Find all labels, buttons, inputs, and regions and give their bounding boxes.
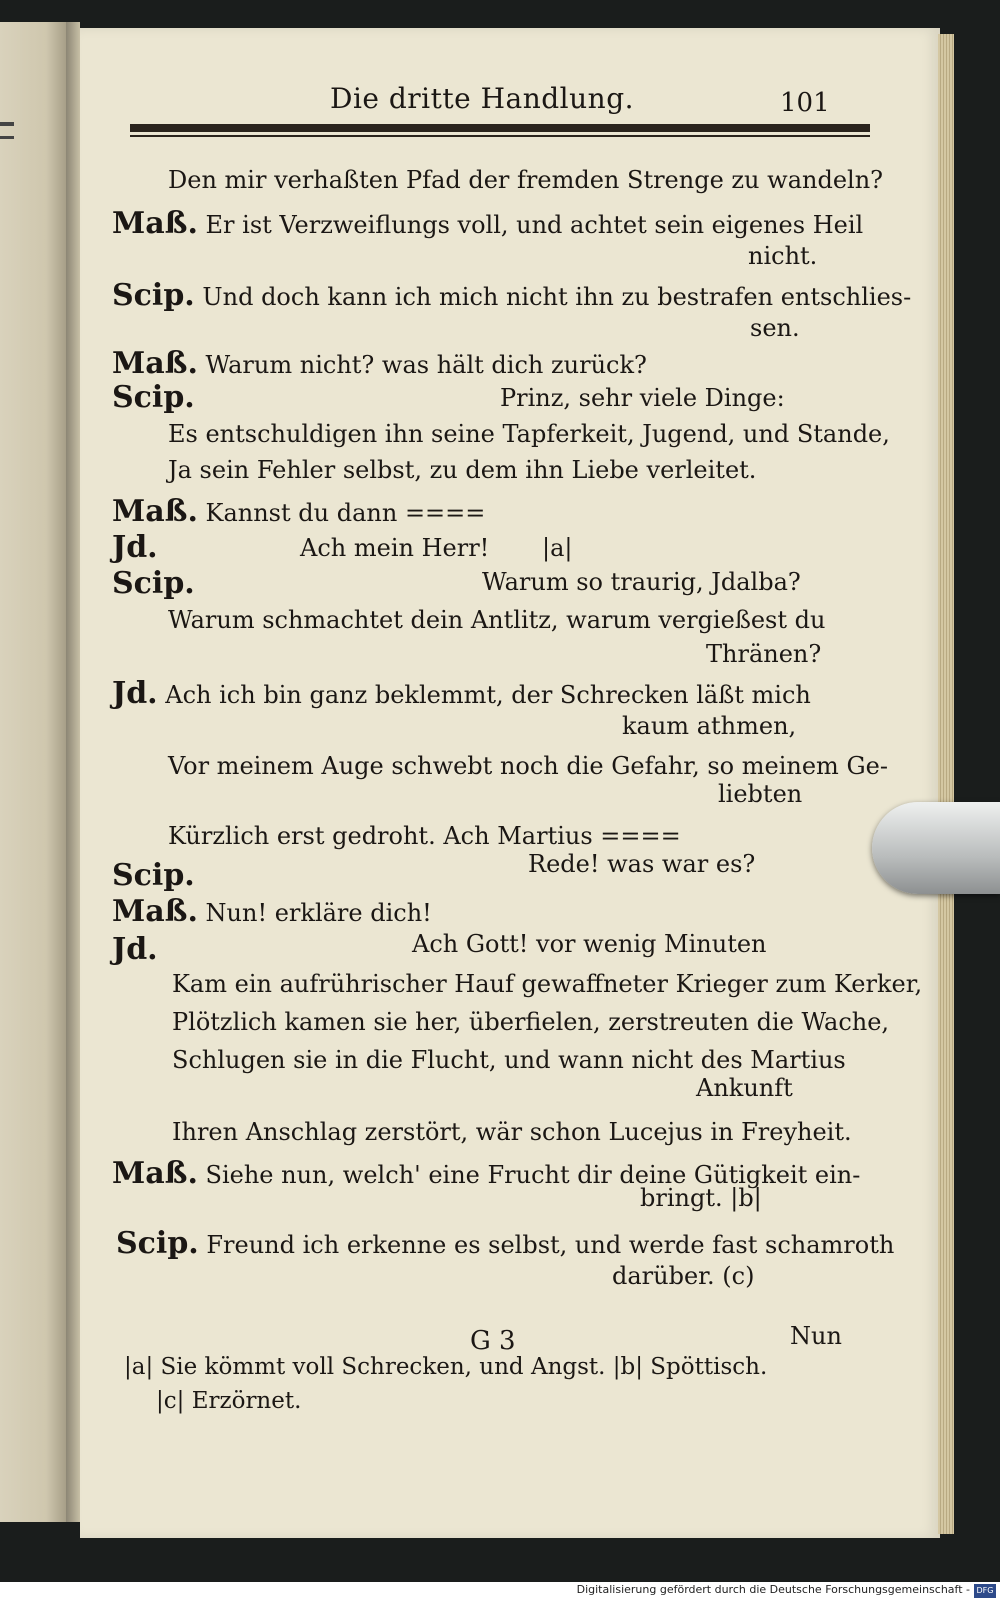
dialogue-line: Maß. Warum nicht? was hält dich zurück? bbox=[112, 346, 647, 381]
text-line: Es entschuldigen ihn seine Tapferkeit, Jugend, und Stande, bbox=[168, 420, 890, 448]
text-line: bringt. |b| bbox=[640, 1184, 762, 1212]
header-rule bbox=[130, 124, 870, 132]
dialogue-line bbox=[112, 932, 158, 967]
dialogue-line: Maß. Er ist Verzweiflungs voll, und achtet sein eigenes Heil bbox=[112, 206, 864, 241]
text-line: Ja sein Fehler selbst, zu dem ihn Liebe verleitet. bbox=[168, 456, 757, 484]
text-line: Ach mein Herr! bbox=[300, 534, 490, 562]
signature-mark: G 3 bbox=[470, 1326, 516, 1356]
speaker-label: Jd. bbox=[112, 676, 158, 711]
dialogue-line bbox=[112, 530, 158, 565]
text-line: Ach Gott! vor wenig Minuten bbox=[412, 930, 767, 958]
text-line: Den mir verhaßten Pfad der fremden Strenge zu wandeln? bbox=[168, 166, 884, 194]
text-line: darüber. (c) bbox=[612, 1262, 755, 1290]
text-line: nicht. bbox=[748, 242, 818, 270]
text-line: Plötzlich kamen sie her, überfielen, zerstreuten die Wache, bbox=[172, 1008, 890, 1036]
header-rule bbox=[130, 135, 870, 137]
running-header: Die dritte Handlung. bbox=[330, 82, 635, 115]
text-line: kaum athmen, bbox=[622, 712, 797, 740]
dialogue-line bbox=[112, 380, 195, 415]
funding-credit: Digitalisierung gefördert durch die Deutsche Forschungsgemeinschaft - bbox=[576, 1583, 970, 1596]
speaker-label: Maß. bbox=[112, 346, 198, 381]
catchword: Nun bbox=[790, 1322, 842, 1350]
speaker-label: Scip. bbox=[112, 380, 195, 415]
text-line: Ihren Anschlag zerstört, wär schon Lucejus in Freyheit. bbox=[172, 1118, 852, 1146]
speaker-label: Scip. bbox=[116, 1226, 199, 1261]
footnote-marker: |a| bbox=[542, 534, 573, 562]
dfg-logo-icon: DFG bbox=[974, 1584, 996, 1598]
speaker-label: Maß. bbox=[112, 206, 198, 241]
text-line: sen. bbox=[750, 314, 800, 342]
text-line: Rede! was war es? bbox=[528, 850, 756, 878]
text-line: liebten bbox=[718, 780, 803, 808]
speaker-label: Maß. bbox=[112, 894, 198, 929]
dialogue-line: Jd. Ach ich bin ganz beklemmt, der Schrecken läßt mich bbox=[112, 676, 811, 711]
speaker-label: Jd. bbox=[112, 530, 158, 565]
text-line: Thränen? bbox=[706, 640, 822, 668]
speaker-label: Scip. bbox=[112, 278, 195, 313]
text-line: Vor meinem Auge schwebt noch die Gefahr, so meinem Ge- bbox=[168, 752, 888, 780]
dialogue-line: Maß. Siehe nun, welch' eine Frucht dir deine Gütigkeit ein- bbox=[112, 1156, 861, 1191]
text-line: Schlugen sie in die Flucht, und wann nicht des Martius bbox=[172, 1046, 846, 1074]
text-line: Prinz, sehr viele Dinge: bbox=[500, 384, 785, 412]
footnote: |a| Sie kömmt voll Schrecken, und Angst. |b| Spöttisch. bbox=[124, 1354, 768, 1380]
dialogue-line bbox=[112, 858, 195, 893]
text-line: Warum schmachtet dein Antlitz, warum vergießest du bbox=[168, 606, 826, 634]
speaker-label: Maß. bbox=[112, 1156, 198, 1191]
dialogue-line: Maß. Kannst du dann ==== bbox=[112, 494, 486, 529]
footnote: |c| Erzörnet. bbox=[156, 1388, 302, 1414]
speaker-label: Maß. bbox=[112, 494, 198, 529]
text-line: Warum so traurig, Jdalba? bbox=[482, 568, 801, 596]
dialogue-line bbox=[112, 566, 195, 601]
speaker-label: Jd. bbox=[112, 932, 158, 967]
text-line: Kam ein aufrührischer Hauf gewaffneter Krieger zum Kerker, bbox=[172, 970, 923, 998]
page-number: 101 bbox=[780, 88, 830, 118]
dialogue-line: Maß. Nun! erkläre dich! bbox=[112, 894, 432, 929]
speaker-label: Scip. bbox=[112, 566, 195, 601]
text-line: Ankunft bbox=[696, 1074, 793, 1102]
text-line: Kürzlich erst gedroht. Ach Martius ==== bbox=[168, 822, 681, 850]
dialogue-line: Scip. Und doch kann ich mich nicht ihn zu bestrafen entschlies- bbox=[112, 278, 912, 313]
speaker-label: Scip. bbox=[112, 858, 195, 893]
dialogue-line: Scip. Freund ich erkenne es selbst, und werde fast schamroth bbox=[116, 1226, 895, 1261]
